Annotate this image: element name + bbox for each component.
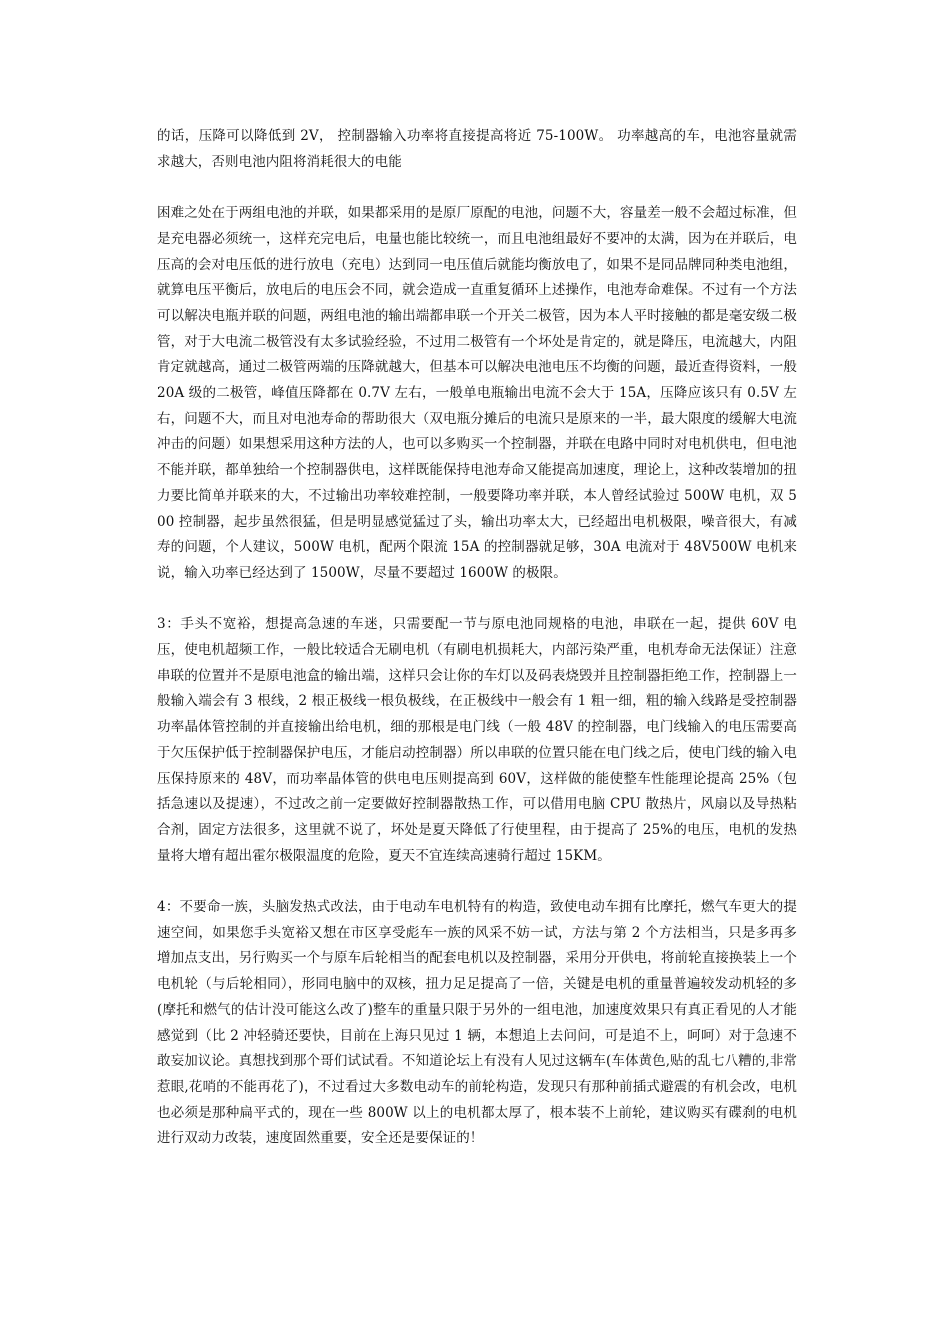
paragraph-method-3: 3：手头不宽裕，想提高急速的车迷，只需要配一节与原电池同规格的电池，串联在一起，提供 60V 电压，使电机超频工作，一般比较适合无刷电机（有刷电机损耗大，内部污染严重，电机寿命无法保证）注意串联的位置并不是原电池盒的输出端，这样只会让你的车灯以及码表烧毁并且控制器拒绝工作，控制器上一般输入端会有 3 根线，2 根正极线一根负极线，在正极线中一般会有 1 粗一细，粗的输入线路是受控制器功率晶体管控制的并直接输出给电机，细的那根是电门线（一般 48V 的控制器，电门线输入的电压需要高于欠压保护低于控制器保护电压，才能启动控制器）所以串联的位置只能在电门线之后，使电门线的输入电压保持原来的 48V，而功率晶体管的供电电压则提高到 60V，这样做的能使整车性能理论提高 25%（包括急速以及提速），不过改之前一定要做好控制器散热工作，可以借用电脑 CPU 散热片，风扇以及导热粘合剂，固定方法很多，这里就不说了，坏处是夏天降低了行使里程，由于提高了 25%的电压，电机的发热量将大增有超出霍尔极限温度的危险，夏天不宜连续高速骑行超过 15KM。 [157, 616, 797, 864]
document-body [157, 124, 797, 1178]
paragraph-parallel-batteries: 困难之处在于两组电池的并联，如果都采用的是原厂原配的电池，问题不大，容量差一般不会超过标准，但是充电器必须统一，这样充完电后，电量也能比较统一，而且电池组最好不要冲的太满，因为在并联后，电压高的会对电压低的进行放电（充电）达到同一电压值后就能均衡放电了，如果不是同品牌同种类电池组，就算电压平衡后，放电后的电压会不同，就会造成一直重复循环上述操作，电池寿命难保。不过有一个方法可以解决电瓶并联的问题，两组电池的输出端都串联一个开关二极管，因为本人平时接触的都是毫安级二极管，对于大电流二极管没有太多试验经验，不过用二极管有一个坏处是肯定的，就是降压，电流越大，内阻肯定就越高，通过二极管两端的压降就越大，但基本可以解决电池电压不均衡的问题，最近查得资料，一般 20A 级的二极管，峰值压降都在 0.7V 左右，一般单电瓶输出电流不会大于 15A，压降应该只有 0.5V 左右，问题不大，而且对电池寿命的帮助很大（双电瓶分摊后的电流只是原来的一半，最大限度的缓解大电流冲击的问题）如果想采用这种方法的人，也可以多购买一个控制器，并联在电路中同时对电机供电，但电池不能并联，都单独给一个控制器供电，这样既能保持电池寿命又能提高加速度，理论上，这种改装增加的扭力要比简单并联来的大，不过输出功率较难控制，一般要降功率并联，本人曾经试验过 500W 电机，双 500 控制器，起步虽然很猛，但是明显感觉猛过了头，输出功率太大，已经超出电机极限，噪音很大，有减寿的问题，个人建议，500W 电机，配两个限流 15A 的控制器就足够，30A 电流对于 48V500W 电机来说，输入功率已经达到了 1500W，尽量不要超过 1600W 的极限。 [157, 205, 797, 581]
paragraph-method-4: 4：不要命一族，头脑发热式改法，由于电动车电机特有的构造，致使电动车拥有比摩托，燃气车更大的提速空间，如果您手头宽裕又想在市区享受彪车一族的风采不妨一试，方法与第 2 个方法相当，只是多再多增加点支出，另行购买一个与原车后轮相当的配套电机以及控制器，采用分开供电，将前轮直接换装上一个电机轮（与后轮相同），形同电脑中的双核，扭力足足提高了一倍，关键是电机的重量普遍较发动机轻的多(摩托和燃气的估计没可能这么改了)整车的重量只限于另外的一组电池，加速度效果只有真正看见的人才能感觉到（比 2 冲轻骑还要快，目前在上海只见过 1 辆，本想追上去问问，可是追不上，呵呵）对于急速不敢妄加议论。真想找到那个哥们试试看。不知道论坛上有没有人见过这辆车(车体黄色,贴的乱七八糟的,非常惹眼,花哨的不能再花了)，不过看过大多数电动车的前轮构造，发现只有那种前插式避震的有机会改，电机也必须是那种扁平式的，现在一些 800W 以上的电机都太厚了，根本装不上前轮，建议购买有碟刹的电机进行双动力改装，速度固然重要，安全还是要保证的！ [157, 899, 797, 1147]
paragraph-power-note: 的话，压降可以降低到 2V， 控制器输入功率将直接提高将近 75-100W。 功率越高的车，电池容量就需求越大，否则电池内阻将消耗很大的电能 [157, 128, 797, 170]
